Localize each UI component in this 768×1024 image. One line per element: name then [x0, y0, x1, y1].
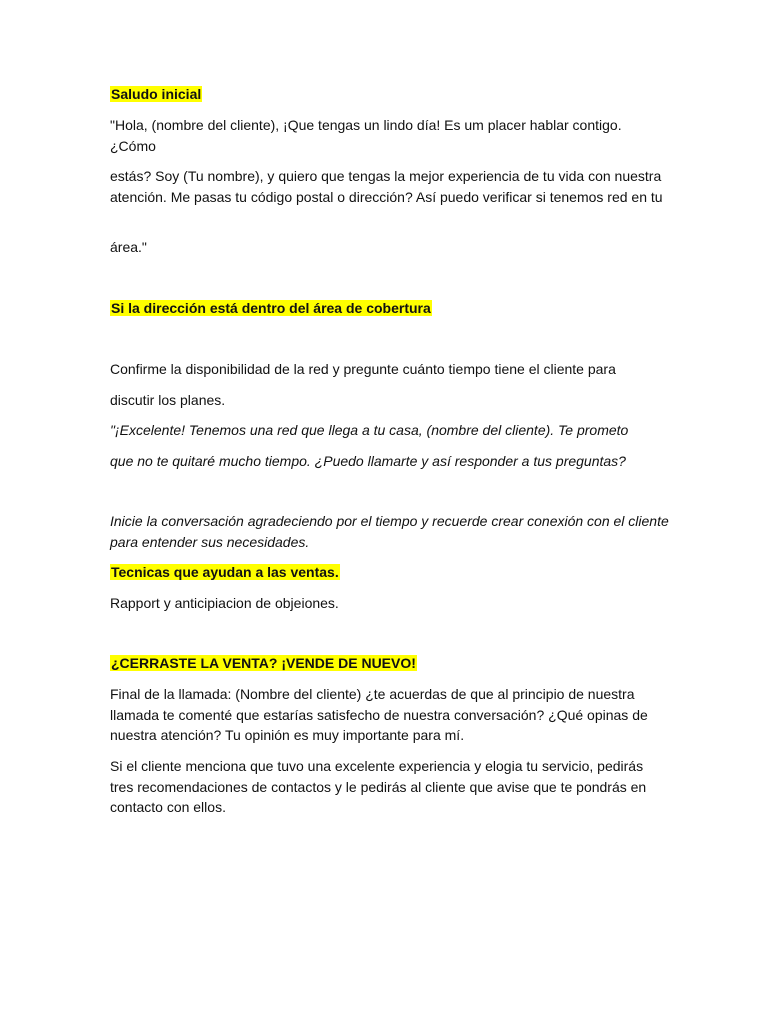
closing-heading: ¿CERRASTE LA VENTA? ¡VENDE DE NUEVO! — [111, 655, 416, 671]
greeting-paragraph-2: estás? Soy (Tu nombre), y quiero que tengas la mejor experiencia de tu vida con nuestra atención. Me pasas tu código postal o dirección? Así puedo verificar si tenemos red en tu — [110, 168, 663, 205]
coverage-paragraph-1: Confirme la disponibilidad de la red y pregunte cuánto tiempo tiene el cliente para — [110, 361, 616, 377]
coverage-heading-line — [110, 298, 670, 319]
greeting-heading-line — [110, 84, 670, 105]
coverage-quote-2: que no te quitaré mucho tiempo. ¿Puedo llamarte y así responder a tus preguntas? — [110, 453, 626, 469]
techniques-heading: Tecnicas que ayudan a las ventas. — [111, 564, 339, 580]
coverage-paragraph-2: discutir los planes. — [110, 392, 226, 408]
coverage-heading: Si la dirección está dentro del área de cobertura — [111, 300, 431, 316]
closing-paragraph-2: Si el cliente menciona que tuvo una excelente experiencia y elogia tu servicio, pedirás tres recomendaciones de contactos y le pedirás al cliente que avise que te pondrás en contacto con ellos. — [110, 758, 647, 815]
greeting-paragraph-3: área." — [110, 239, 147, 255]
greeting-paragraph-1: "Hola, (nombre del cliente), ¡Que tengas un lindo día! Es um placer hablar contigo. ¿Cómo — [110, 117, 622, 154]
techniques-paragraph: Rapport y anticipiacion de objeiones. — [110, 595, 339, 611]
techniques-heading-line — [110, 562, 670, 583]
coverage-instruction: Inicie la conversación agradeciendo por el tiempo y recuerde crear conexión con el cliente para entender sus necesidades. — [110, 513, 669, 550]
closing-heading-line — [110, 653, 670, 674]
coverage-quote-1: "¡Excelente! Tenemos una red que llega a tu casa, (nombre del cliente). Te prometo — [110, 422, 629, 438]
greeting-heading: Saludo inicial — [111, 86, 202, 102]
closing-paragraph-1: Final de la llamada: (Nombre del cliente) ¿te acuerdas de que al principio de nuestra llamada te comenté que estarías satisfecho de nuestra conversación? ¿Qué opinas de nuestra atención? Tu opinión es muy importante para mí. — [110, 686, 648, 743]
